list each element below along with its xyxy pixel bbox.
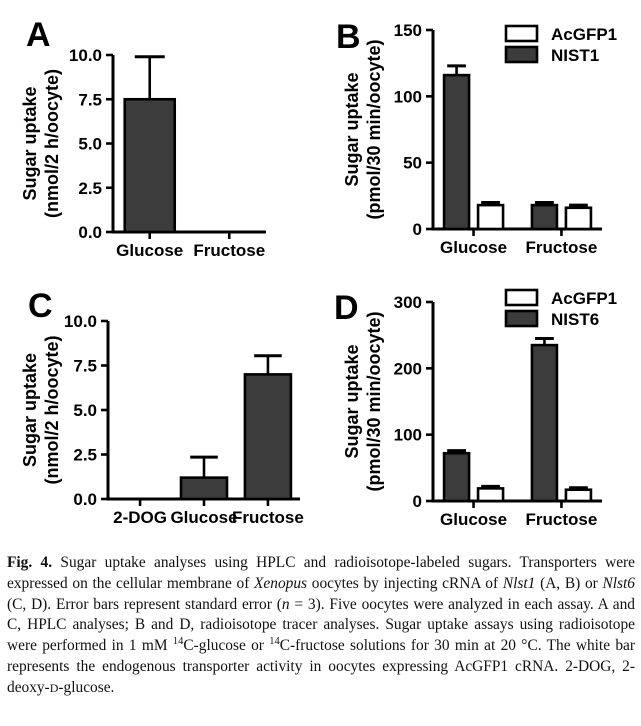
figure-caption — [7, 553, 635, 699]
y-axis-label-line1: Sugar uptake — [342, 344, 362, 459]
y-axis-label-line1: Sugar uptake — [20, 86, 40, 201]
y-tick-label: 2.5 — [73, 445, 97, 465]
bar-nist6 — [532, 345, 557, 501]
caption-run: 14 — [172, 636, 184, 648]
y-tick-label: 2.5 — [78, 178, 102, 198]
legend-label: AcGFP1 — [551, 289, 618, 308]
caption-run: (C, D). Error bars represent standard error ( — [7, 595, 282, 613]
x-category-label: Glucose — [170, 508, 238, 527]
legend-swatch — [506, 26, 537, 41]
y-tick-label: 200 — [393, 359, 422, 379]
chart-svg — [0, 0, 308, 273]
chart-svg — [0, 273, 308, 546]
chart-svg — [308, 273, 641, 546]
caption-run: C-fructose solutions for 30 min at 20 °C. The white bar represents the endogenous transporter activity in oocytes expressing AcGFP1 cRNA. 2-DOG, 2-deoxy- — [7, 637, 636, 696]
caption-run: Nlst1 — [502, 574, 536, 592]
y-axis-label-line2: (nmol/2 h/oocyte) — [42, 335, 62, 485]
y-tick-label: 100 — [393, 425, 422, 445]
x-category-label: Fructose — [232, 508, 304, 527]
x-category-label: Fructose — [193, 241, 266, 260]
legend-label: NIST6 — [551, 310, 600, 329]
bar-nist6 — [444, 453, 469, 501]
legend-swatch — [506, 290, 537, 305]
x-category-label: 2-DOG — [113, 508, 167, 527]
panel-letter: D — [334, 289, 359, 327]
caption-run: = 3). Five oocytes were analyzed in each assay. A and C, HPLC analyses; B and D, radioisotope tracer analyses. Sugar uptake assays using radioisotope were performed in 1 mM — [7, 595, 635, 655]
caption-run: n — [281, 595, 290, 613]
y-tick-label: 5.0 — [78, 134, 102, 154]
caption-run: Xenopus — [254, 574, 308, 592]
y-tick-label: 7.5 — [73, 356, 97, 376]
y-tick-label: 0 — [412, 492, 422, 511]
caption-run: -glucose. — [58, 678, 115, 696]
y-tick-label: 0 — [412, 220, 422, 239]
x-category-label: Fructose — [525, 510, 598, 529]
panel-d-chart — [308, 273, 641, 546]
bar-acgfp1 — [478, 488, 503, 501]
panel-letter: A — [26, 16, 51, 54]
y-tick-label: 150 — [393, 21, 422, 40]
bar-acgfp1 — [478, 205, 503, 229]
x-category-label: Glucose — [440, 238, 508, 257]
caption-run: Nlst6 — [602, 574, 635, 592]
caption-run: oocytes by injecting cRNA of — [307, 574, 503, 592]
bar-nist1 — [532, 205, 557, 229]
panel-letter: C — [28, 287, 53, 325]
y-axis-label-line2: (pmol/30 min/oocyte) — [364, 311, 384, 492]
bar-nist1 — [444, 75, 469, 229]
y-tick-label: 100 — [393, 87, 422, 107]
bar-acgfp1 — [566, 490, 591, 501]
y-axis-label-line2: (pmol/30 min/oocyte) — [364, 39, 384, 220]
y-tick-label: 50 — [403, 153, 422, 173]
legend-swatch — [506, 311, 537, 326]
x-category-label: Glucose — [116, 241, 184, 260]
caption-run: 14 — [269, 636, 280, 648]
bar-nlst6 — [245, 374, 291, 499]
y-tick-label: 7.5 — [78, 90, 102, 110]
bar-nlst6 — [181, 478, 227, 499]
y-tick-label: 10.0 — [63, 312, 97, 331]
x-category-label: Glucose — [440, 510, 508, 529]
y-axis-label-line1: Sugar uptake — [342, 72, 362, 187]
legend-swatch — [506, 47, 537, 62]
y-axis-label-line1: Sugar uptake — [20, 352, 40, 468]
chart-svg — [308, 0, 641, 273]
panel-b-chart — [308, 0, 641, 273]
caption-run: C-glucose or — [183, 637, 270, 655]
y-tick-label: 10.0 — [68, 46, 102, 65]
panel-letter: B — [336, 18, 361, 56]
bar-nlst1 — [125, 99, 175, 232]
panel-a-chart — [0, 0, 308, 273]
y-tick-label: 0.0 — [78, 223, 102, 242]
legend-label: NIST1 — [551, 46, 600, 65]
y-tick-label: 5.0 — [73, 401, 97, 420]
bar-acgfp1 — [566, 208, 591, 229]
y-tick-label: 0.0 — [73, 490, 97, 509]
x-category-label: Fructose — [525, 238, 598, 257]
y-tick-label: 300 — [393, 293, 422, 312]
legend-label: AcGFP1 — [551, 25, 618, 44]
caption-run: D — [49, 680, 59, 695]
y-axis-label-line2: (nmol/2 h/oocyte) — [42, 68, 62, 219]
panel-c-chart — [0, 273, 308, 546]
caption-run: Sugar uptake analyses using HPLC and radioisotope-labeled sugars. Transporters were expressed on the cellular membrane of — [7, 554, 635, 592]
caption-run: Fig. 4. — [7, 554, 53, 571]
caption-run: (A, B) or — [535, 574, 603, 592]
